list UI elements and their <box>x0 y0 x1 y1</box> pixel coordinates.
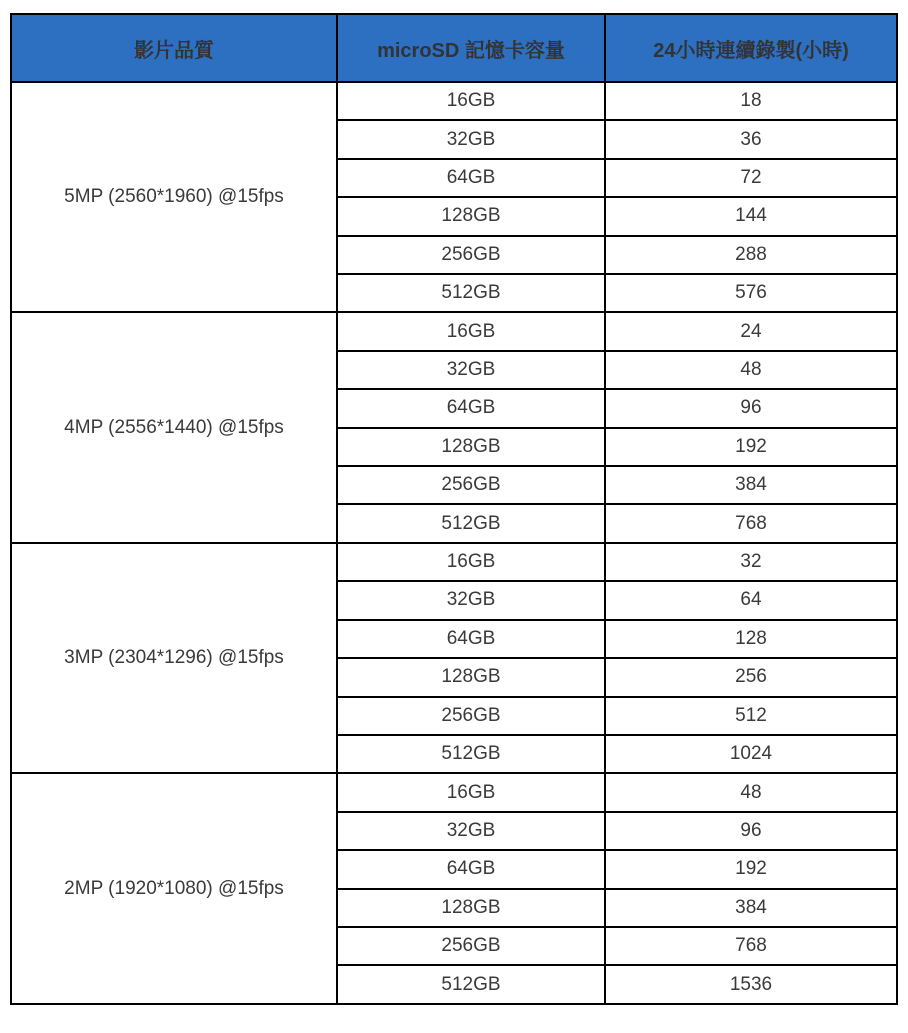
hours-cell: 512 <box>605 697 897 735</box>
table-row <box>11 82 897 120</box>
capacity-cell: 32GB <box>337 351 605 389</box>
capacity-cell: 64GB <box>337 389 605 427</box>
hours-cell: 1024 <box>605 735 897 773</box>
capacity-cell: 64GB <box>337 159 605 197</box>
capacity-cell: 32GB <box>337 581 605 619</box>
capacity-cell: 128GB <box>337 197 605 235</box>
capacity-cell: 512GB <box>337 735 605 773</box>
table-row <box>11 773 897 811</box>
hours-cell: 384 <box>605 466 897 504</box>
hours-cell: 36 <box>605 120 897 158</box>
hours-cell: 288 <box>605 236 897 274</box>
capacity-cell: 64GB <box>337 620 605 658</box>
capacity-cell: 32GB <box>337 812 605 850</box>
quality-cell-3mp: 3MP (2304*1296) @15fps <box>11 543 337 773</box>
capacity-cell: 128GB <box>337 889 605 927</box>
header-row <box>11 14 897 82</box>
capacity-cell: 16GB <box>337 543 605 581</box>
capacity-cell: 512GB <box>337 504 605 542</box>
hours-cell: 768 <box>605 927 897 965</box>
hours-cell: 18 <box>605 82 897 120</box>
hours-cell: 48 <box>605 773 897 811</box>
hours-cell: 64 <box>605 581 897 619</box>
capacity-cell: 16GB <box>337 773 605 811</box>
capacity-cell: 256GB <box>337 236 605 274</box>
capacity-cell: 16GB <box>337 312 605 350</box>
table-row <box>11 312 897 350</box>
quality-cell-5mp: 5MP (2560*1960) @15fps <box>11 82 337 312</box>
capacity-cell: 32GB <box>337 120 605 158</box>
hours-cell: 96 <box>605 812 897 850</box>
hours-cell: 144 <box>605 197 897 235</box>
hours-cell: 192 <box>605 428 897 466</box>
capacity-cell: 256GB <box>337 697 605 735</box>
hours-cell: 256 <box>605 658 897 696</box>
hours-cell: 72 <box>605 159 897 197</box>
quality-cell-2mp: 2MP (1920*1080) @15fps <box>11 773 337 1004</box>
hours-cell: 128 <box>605 620 897 658</box>
recording-capacity-table <box>10 13 898 1005</box>
capacity-cell: 512GB <box>337 965 605 1004</box>
capacity-cell: 128GB <box>337 428 605 466</box>
hours-cell: 96 <box>605 389 897 427</box>
capacity-cell: 512GB <box>337 274 605 312</box>
capacity-cell: 256GB <box>337 466 605 504</box>
quality-cell-4mp: 4MP (2556*1440) @15fps <box>11 312 337 542</box>
hours-cell: 24 <box>605 312 897 350</box>
hours-cell: 32 <box>605 543 897 581</box>
hours-cell: 192 <box>605 850 897 888</box>
header-video-quality: 影片品質 <box>11 14 337 82</box>
capacity-cell: 64GB <box>337 850 605 888</box>
hours-cell: 384 <box>605 889 897 927</box>
hours-cell: 576 <box>605 274 897 312</box>
hours-cell: 48 <box>605 351 897 389</box>
header-microsd-capacity: microSD 記憶卡容量 <box>337 14 605 82</box>
hours-cell: 1536 <box>605 965 897 1004</box>
capacity-cell: 128GB <box>337 658 605 696</box>
hours-cell: 768 <box>605 504 897 542</box>
capacity-cell: 256GB <box>337 927 605 965</box>
table-row <box>11 543 897 581</box>
capacity-cell: 16GB <box>337 82 605 120</box>
header-24h-recording-hours: 24小時連續錄製(小時) <box>605 14 897 82</box>
